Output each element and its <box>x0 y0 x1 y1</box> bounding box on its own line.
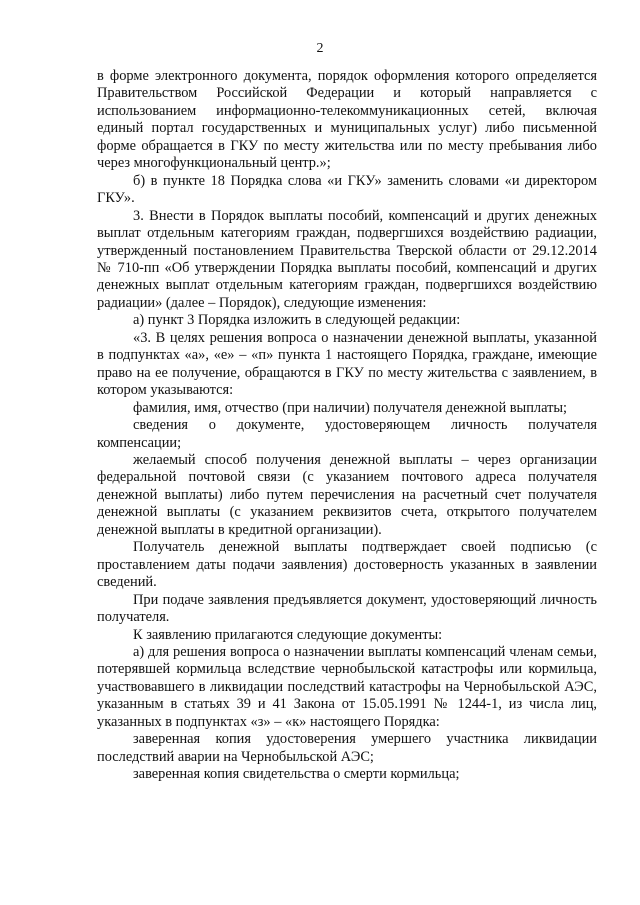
paragraph-2: б) в пункте 18 Порядка слова «и ГКУ» заменить словами «и директором ГКУ». <box>97 172 597 207</box>
paragraph-7: сведения о документе, удостоверяющем личность получателя компенсации; <box>97 417 597 451</box>
document-body <box>97 68 597 784</box>
paragraph-8: желаемый способ получения денежной выплаты – через организации федеральной почтовой связи (с указанием почтового адреса получателя денежной выплаты) либо путем перечисления на расчетный счет получателя денежной выплаты (с указанием реквизитов счета, открытого получателем денежной выплаты в кредитной организации). <box>97 451 597 538</box>
paragraph-1: в форме электронного документа, порядок оформления которого определяется Правительством Российской Федерации и который направляется с использованием информационно-телекоммуникационных сетей, включая единый портал государственных и муниципальных услуг) либо письменной форме обращается в ГКУ по месту жительства или по месту пребывания либо через многофункциональный центр.»; <box>97 68 597 172</box>
page-number: 2 <box>316 41 324 56</box>
paragraph-10: При подаче заявления предъявляется документ, удостоверяющий личность получателя. <box>97 591 597 626</box>
paragraph-11: К заявлению прилагаются следующие документы: <box>133 626 443 643</box>
paragraph-4: а) пункт 3 Порядка изложить в следующей редакции: <box>133 312 461 329</box>
paragraph-9: Получатель денежной выплаты подтверждает своей подписью (с проставлением даты подачи заявления) достоверность указанных в заявлении сведений. <box>97 539 597 591</box>
paragraph-14: заверенная копия свидетельства о смерти кормильца; <box>133 766 460 783</box>
paragraph-6: фамилия, имя, отчество (при наличии) получателя денежной выплаты; <box>133 399 568 416</box>
paragraph-13: заверенная копия удостоверения умершего участника ликвидации последствий аварии на Чернобыльской АЭС; <box>97 731 597 765</box>
paragraph-3: 3. Внести в Порядок выплаты пособий, компенсаций и других денежных выплат отдельным категориям граждан, подвергшихся воздействию радиации, утвержденный постановлением Правительства Тверской области от 29.12.2014 № 710-пп «Об утверждении Порядка выплаты пособий, компенсаций и других денежных выплат отдельным категориям граждан, подвергшихся воздействию радиации» (далее – Порядок), следующие изменения: <box>97 207 597 311</box>
paragraph-5: «3. В целях решения вопроса о назначении денежной выплаты, указанной в подпунктах «а», «е» – «п» пункта 1 настоящего Порядка, граждане, имеющие право на ее получение, обращаются в ГКУ по месту жительства с заявлением, в котором указываются: <box>97 329 597 399</box>
paragraph-12: а) для решения вопроса о назначении выплаты компенсаций членам семьи, потерявшей кормильца вследствие чернобыльской катастрофы или кормильца, участвовавшего в ликвидации последствий катастрофы на Чернобыльской АЭС, указанным в статьях 39 и 41 Закона от 15.05.1991 № 1244-1, из числа лиц, указанных в подпунктах «з» – «к» настоящего Порядка: <box>97 643 597 730</box>
